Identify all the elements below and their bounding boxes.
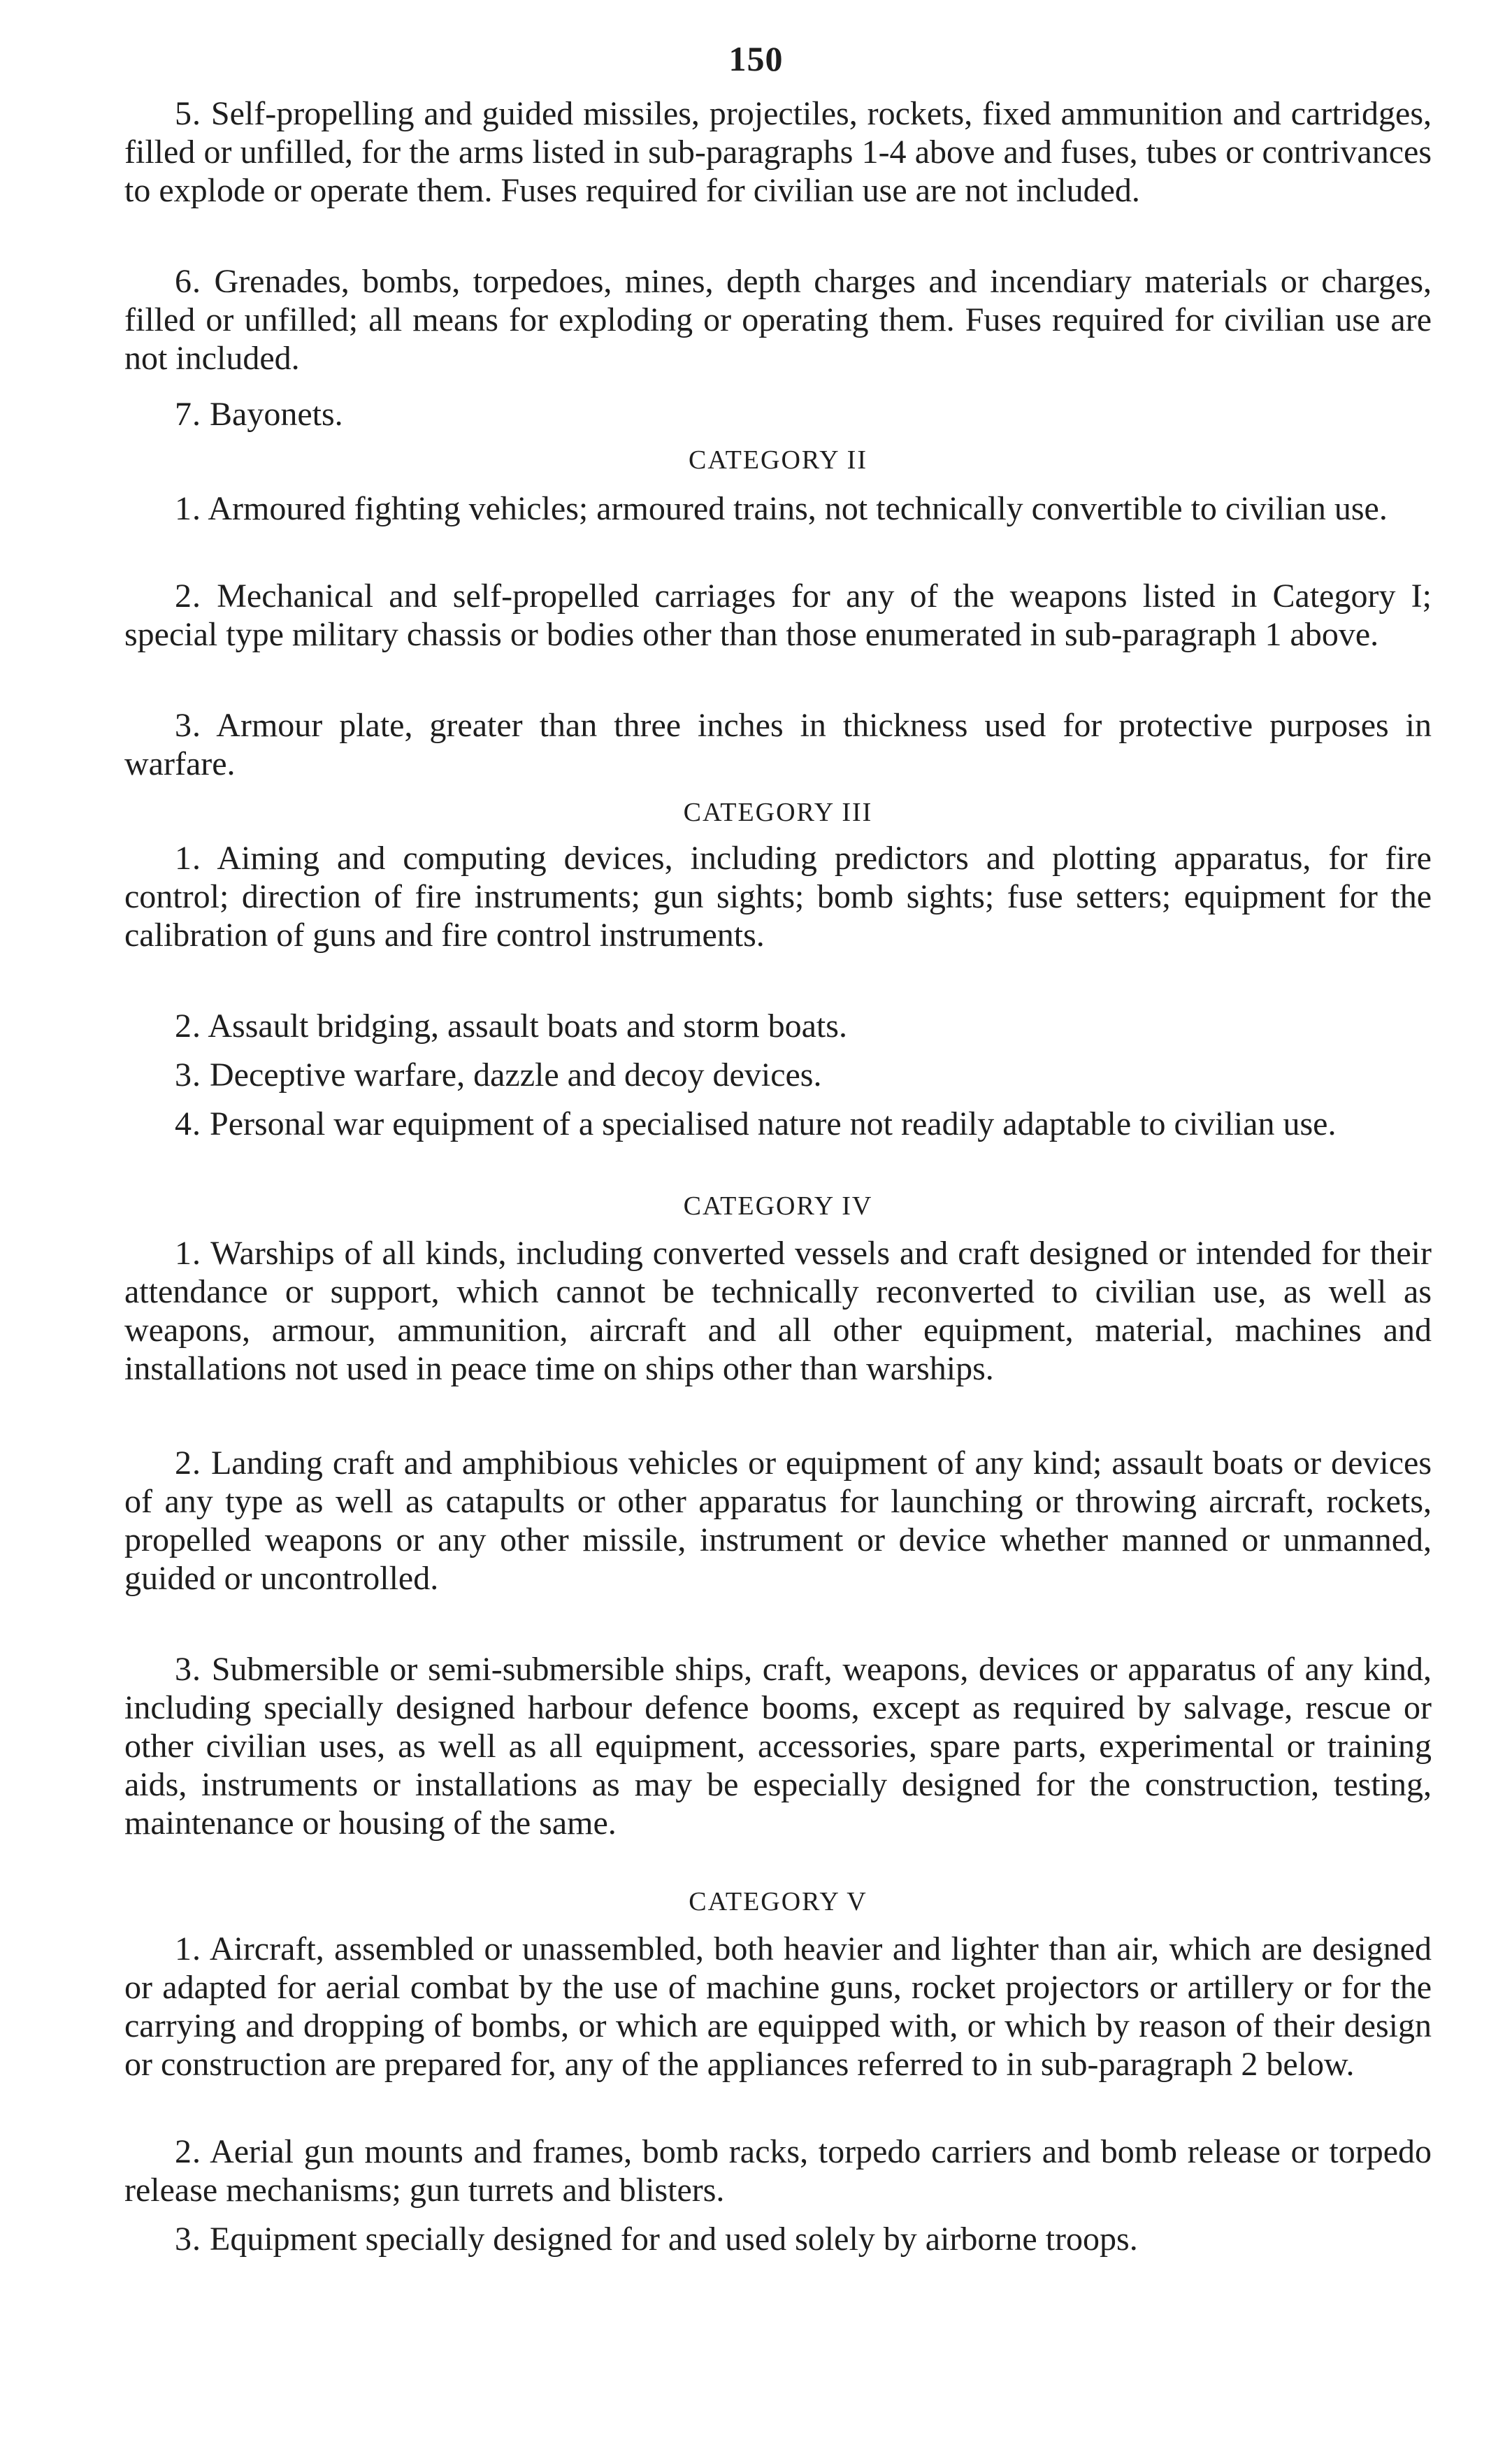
paragraph-number: 1. — [175, 1930, 201, 1967]
paragraph-text: Personal war equipment of a specialised nature not readily adaptable to civilian use. — [210, 1105, 1337, 1142]
category-heading-iii: CATEGORY III — [683, 798, 873, 827]
paragraph-cat5-2 — [124, 2132, 1432, 2209]
paragraph-number: 5. — [175, 95, 201, 132]
paragraph-cat4-1 — [124, 1234, 1432, 1388]
paragraph-text: Assault bridging, assault boats and storm boats. — [208, 1008, 847, 1045]
paragraph-cat5-3 — [124, 2220, 1432, 2258]
paragraph-text: Armoured fighting vehicles; armoured trains, not technically convertible to civilian use. — [208, 490, 1388, 527]
paragraph-number: 4. — [175, 1105, 201, 1142]
category-heading-ii: CATEGORY II — [689, 445, 867, 475]
paragraph-text: Submersible or semi-submersible ships, craft, weapons, devices or apparatus of any kind, including specially designed harbour defence booms, except as required by salvage, rescue or other civilian uses, as well as all equipment, accessories, spare parts, experimental or training aids, instruments or installations as may be especially designed for the construction, testing, maintenance or housing of the same. — [124, 1651, 1432, 1842]
paragraph-cat4-3 — [124, 1650, 1432, 1842]
paragraph-cat2-1 — [124, 489, 1432, 528]
paragraph-text: Equipment specially designed for and used solely by airborne troops. — [210, 2221, 1138, 2258]
paragraph-text: Self-propelling and guided missiles, projectiles, rockets, fixed ammunition and cartridges, filled or unfilled, for the arms listed in sub-paragraphs 1-4 above and fuses, tubes or contrivances to explode or operate them. Fuses required for civilian use are not included. — [124, 95, 1432, 209]
paragraph-text: Deceptive warfare, dazzle and decoy devices. — [210, 1056, 822, 1093]
paragraph-text: Bayonets. — [210, 396, 343, 433]
paragraph-number: 2. — [175, 1444, 201, 1482]
page-number: 150 — [728, 39, 784, 78]
paragraph-number: 1. — [175, 490, 201, 527]
paragraph-number: 3. — [175, 1651, 201, 1688]
paragraph-cat5-1 — [124, 1930, 1432, 2084]
paragraph-number: 7. — [175, 396, 201, 433]
paragraph-text: Aiming and computing devices, including predictors and plotting apparatus, for fire control; direction of fire instruments; gun sights; bomb sights; fuse setters; equipment for the calibration of guns and fire control instruments. — [124, 840, 1432, 954]
paragraph-number: 1. — [175, 840, 201, 877]
paragraph-number: 2. — [175, 1008, 201, 1045]
paragraph-number: 3. — [175, 2221, 201, 2258]
paragraph-cat4-2 — [124, 1444, 1432, 1598]
paragraph-cat3-2 — [124, 1007, 1432, 1045]
paragraph-cat3-1 — [124, 839, 1432, 954]
paragraph-text: Grenades, bombs, torpedoes, mines, depth charges and incendiary materials or charges, filled or unfilled; all means for exploding or operating them. Fuses required for civilian use are not included. — [124, 263, 1432, 377]
paragraph-cat3-4 — [124, 1105, 1432, 1143]
paragraph-text: Warships of all kinds, including converted vessels and craft designed or intended for their attendance or support, which cannot be technically reconverted to civilian use, as well as weapons, armour, ammunition, aircraft and all other equipment, material, machines and installations not used in peace time on ships other than warships. — [124, 1235, 1432, 1387]
paragraph-number: 2. — [175, 578, 201, 615]
paragraph-number: 3. — [175, 1056, 201, 1093]
paragraph-text: Armour plate, greater than three inches in thickness used for protective purposes in warfare. — [124, 707, 1432, 782]
paragraph-number: 1. — [175, 1235, 201, 1272]
paragraph-cat1-5 — [124, 94, 1432, 210]
paragraph-text: Landing craft and amphibious vehicles or equipment of any kind; assault boats or devices of any type as well as catapults or other apparatus for launching or throwing aircraft, rockets, propelled weapons or any other missile, instrument or device whether manned or unmanned, guided or uncontrolled. — [124, 1444, 1432, 1597]
category-heading-v: CATEGORY V — [689, 1887, 867, 1916]
paragraph-cat3-3 — [124, 1056, 1432, 1094]
paragraph-number: 6. — [175, 263, 201, 300]
paragraph-cat2-3 — [124, 706, 1432, 783]
paragraph-text: Mechanical and self-propelled carriages for any of the weapons listed in Category I; special type military chassis or bodies other than those enumerated in sub-paragraph 1 above. — [124, 578, 1432, 653]
category-heading-iv: CATEGORY IV — [683, 1191, 873, 1221]
paragraph-number: 3. — [175, 707, 201, 744]
paragraph-text: Aerial gun mounts and frames, bomb racks, torpedo carriers and bomb release or torpedo release mechanisms; gun turrets and blisters. — [124, 2133, 1432, 2209]
paragraph-number: 2. — [175, 2133, 201, 2170]
paragraph-text: Aircraft, assembled or unassembled, both heavier and lighter than air, which are designed or adapted for aerial combat by the use of machine guns, rocket projectors or artillery or for the carrying and dropping of bombs, or which are equipped with, or which by reason of their design or construction are prepared for, any of the appliances referred to in sub-paragraph 2 below. — [124, 1930, 1432, 2083]
paragraph-cat1-6 — [124, 262, 1432, 378]
paragraph-cat2-2 — [124, 577, 1432, 654]
paragraph-cat1-7 — [124, 395, 1432, 433]
